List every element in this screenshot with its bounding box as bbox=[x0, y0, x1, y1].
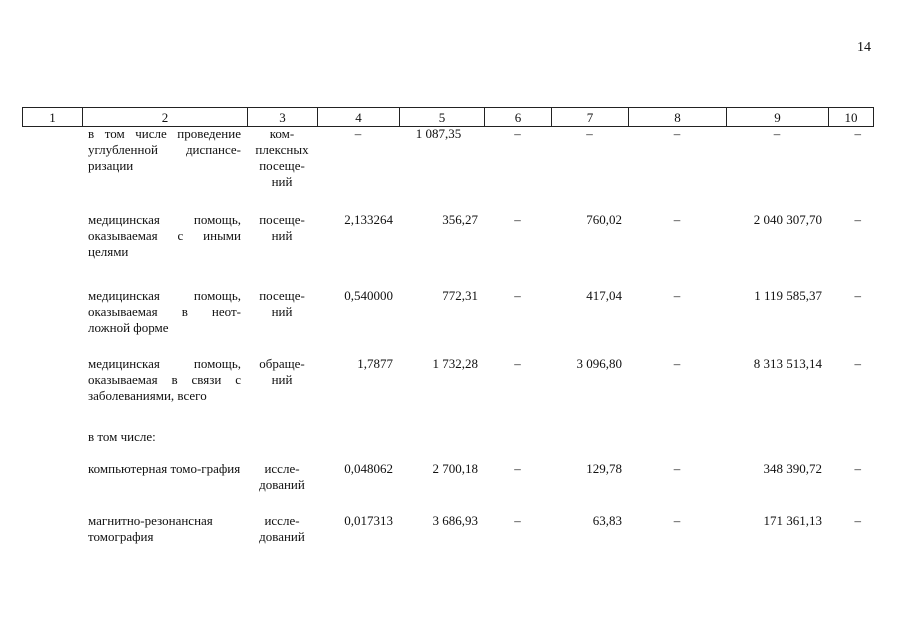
row-c10: – bbox=[854, 461, 861, 476]
row-c7: 129,78 bbox=[586, 461, 622, 476]
row-index-cell bbox=[22, 513, 82, 553]
table-row bbox=[22, 212, 873, 288]
row-c5 bbox=[399, 429, 484, 461]
row-c4: 0,048062 bbox=[344, 461, 393, 476]
row-c9: 171 361,13 bbox=[763, 513, 822, 528]
row-c9: 1 119 585,37 bbox=[754, 288, 822, 303]
row-unit: ком-плексных посеще-ний bbox=[255, 126, 309, 189]
row-c10: – bbox=[854, 212, 861, 227]
row-c9: 8 313 513,14 bbox=[753, 356, 822, 371]
row-index-cell bbox=[22, 461, 82, 513]
row-c6 bbox=[484, 429, 551, 461]
row-c6: – bbox=[514, 212, 521, 227]
row-c7: 63,83 bbox=[592, 513, 622, 528]
row-c5: 772,31 bbox=[442, 288, 478, 303]
row-c7: 3 096,80 bbox=[576, 356, 622, 371]
header-cell: 5 bbox=[400, 108, 485, 127]
row-c4: 0,540000 bbox=[344, 288, 393, 303]
header-cell: 6 bbox=[485, 108, 552, 127]
row-c10: – bbox=[854, 356, 861, 371]
page-number: 14 bbox=[857, 40, 871, 55]
row-c5: 356,27 bbox=[442, 212, 478, 227]
header-row bbox=[23, 108, 874, 127]
row-c8: – bbox=[673, 356, 681, 371]
header-cell: 7 bbox=[552, 108, 629, 127]
column-number-header bbox=[22, 107, 874, 127]
table-row bbox=[22, 126, 873, 212]
row-c5: 3 686,93 bbox=[432, 513, 478, 528]
row-name: магнитно-резонансная томография bbox=[88, 513, 213, 544]
row-index-cell bbox=[22, 212, 82, 288]
row-unit: посеще-ний bbox=[259, 212, 305, 243]
row-c8 bbox=[628, 429, 726, 461]
data-table bbox=[22, 126, 873, 553]
row-c4: – bbox=[354, 126, 362, 141]
header-cell: 4 bbox=[318, 108, 400, 127]
header-cell: 3 bbox=[248, 108, 318, 127]
row-c7: – bbox=[586, 126, 593, 141]
row-name: компьютерная томо-графия bbox=[88, 461, 241, 476]
row-c4: 0,017313 bbox=[344, 513, 393, 528]
row-c10: – bbox=[854, 126, 861, 141]
row-c8: – bbox=[673, 126, 681, 141]
row-c6: – bbox=[514, 461, 521, 476]
row-index-cell bbox=[22, 126, 82, 212]
row-c6: – bbox=[514, 288, 521, 303]
table-row bbox=[22, 288, 873, 356]
header-cell: 9 bbox=[727, 108, 829, 127]
header-cell: 1 bbox=[23, 108, 83, 127]
row-c5: 1 732,28 bbox=[432, 356, 478, 371]
row-c8: – bbox=[673, 513, 681, 528]
table-row bbox=[22, 429, 873, 461]
row-c4: 2,133264 bbox=[344, 212, 393, 227]
header-cell: 2 bbox=[83, 108, 248, 127]
row-c4: 1,7877 bbox=[357, 356, 393, 371]
header-cell: 8 bbox=[629, 108, 727, 127]
row-c10: – bbox=[854, 513, 861, 528]
row-unit: посеще-ний bbox=[259, 288, 305, 319]
row-unit bbox=[247, 429, 317, 461]
table-row bbox=[22, 356, 873, 429]
row-c6: – bbox=[514, 126, 521, 141]
table-row bbox=[22, 461, 873, 513]
row-c5: 2 700,18 bbox=[432, 461, 478, 476]
row-index-cell bbox=[22, 429, 82, 461]
row-c9: 348 390,72 bbox=[763, 461, 822, 476]
row-c10 bbox=[828, 429, 873, 461]
row-c4 bbox=[317, 429, 399, 461]
row-index-cell bbox=[22, 356, 82, 429]
header-cell: 10 bbox=[829, 108, 874, 127]
row-c5: 1 087,35 bbox=[415, 126, 462, 141]
row-c7: 417,04 bbox=[586, 288, 622, 303]
row-c8: – bbox=[673, 461, 681, 476]
row-name: медицинская помощь, оказываемая в связи с заболеваниями, всего bbox=[88, 356, 241, 403]
row-c10: – bbox=[854, 288, 861, 303]
row-name: в том числе проведение углубленной диспансе-ризации bbox=[88, 126, 241, 173]
table-row bbox=[22, 513, 873, 553]
row-index-cell bbox=[22, 288, 82, 356]
row-c9 bbox=[726, 429, 828, 461]
row-c7: 760,02 bbox=[586, 212, 622, 227]
row-c8: – bbox=[673, 212, 681, 227]
row-c9: – bbox=[773, 126, 781, 141]
row-c9: 2 040 307,70 bbox=[753, 212, 822, 227]
row-name: в том числе: bbox=[88, 429, 156, 444]
row-c8: – bbox=[673, 288, 681, 303]
row-c6: – bbox=[514, 513, 521, 528]
row-name: медицинская помощь, оказываемая в неот-ложной форме bbox=[88, 288, 241, 335]
row-unit: обраще-ний bbox=[259, 356, 305, 387]
row-unit: иссле-дований bbox=[259, 513, 305, 544]
row-unit: иссле-дований bbox=[259, 461, 305, 492]
row-c6: – bbox=[514, 356, 521, 371]
row-name: медицинская помощь, оказываемая с иными целями bbox=[88, 212, 241, 259]
row-c7 bbox=[551, 429, 628, 461]
